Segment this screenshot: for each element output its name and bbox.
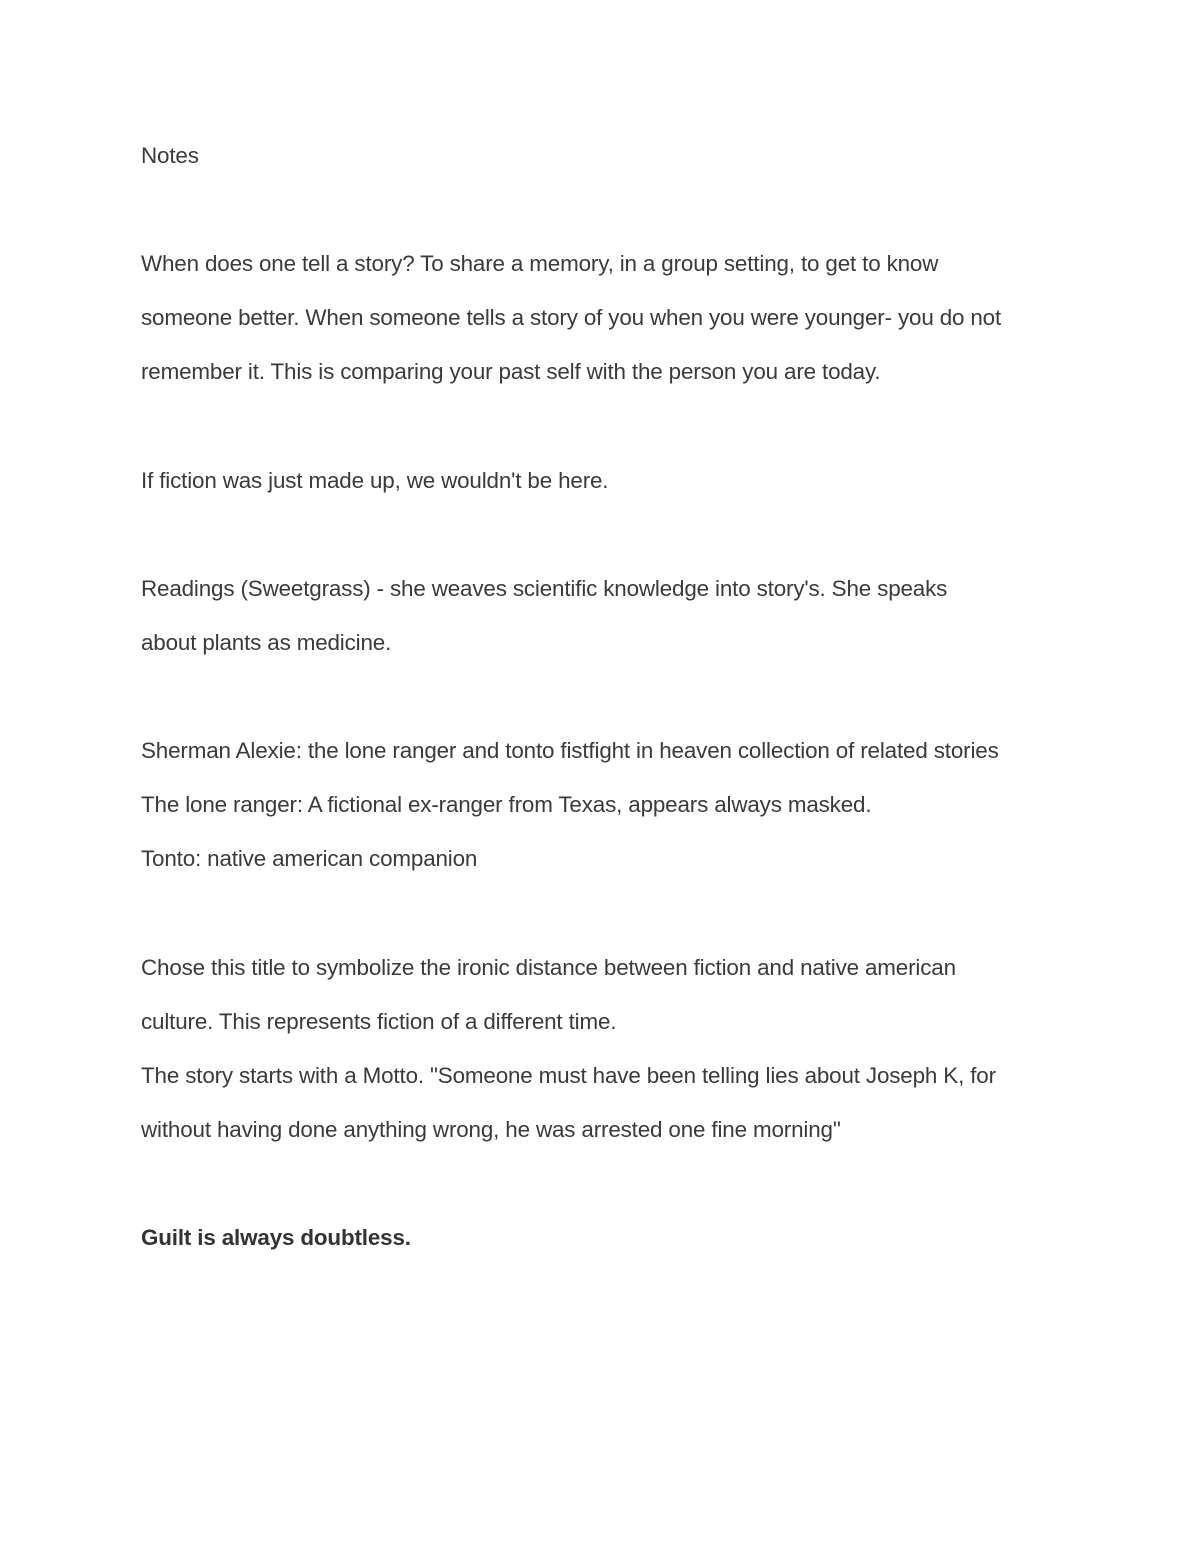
paragraph-line: Sherman Alexie: the lone ranger and tonto fistfight in heaven collection of related stories	[141, 738, 999, 763]
notes-heading: Notes	[141, 143, 199, 168]
paragraph-line: culture. This represents fiction of a different time.	[141, 1009, 617, 1034]
paragraph-line: The lone ranger: A fictional ex-ranger from Texas, appears always masked.	[141, 792, 872, 817]
paragraph-line: remember it. This is comparing your past self with the person you are today.	[141, 359, 881, 384]
paragraph-line: someone better. When someone tells a story of you when you were younger- you do not	[141, 305, 1002, 330]
paragraph-line: Chose this title to symbolize the ironic distance between fiction and native american	[141, 955, 956, 980]
bold-conclusion: Guilt is always doubtless.	[141, 1225, 411, 1250]
paragraph-line: about plants as medicine.	[141, 630, 392, 655]
paragraph-line: without having done anything wrong, he was arrested one fine morning"	[141, 1117, 841, 1142]
paragraph-line: If fiction was just made up, we wouldn't be here.	[141, 468, 609, 493]
paragraph-line: Readings (Sweetgrass) - she weaves scientific knowledge into story's. She speaks	[141, 576, 948, 601]
paragraph-line: Tonto: native american companion	[141, 846, 478, 871]
paragraph-line: The story starts with a Motto. "Someone must have been telling lies about Joseph K, for	[141, 1063, 996, 1088]
paragraph-line: When does one tell a story? To share a memory, in a group setting, to get to know	[141, 251, 939, 276]
